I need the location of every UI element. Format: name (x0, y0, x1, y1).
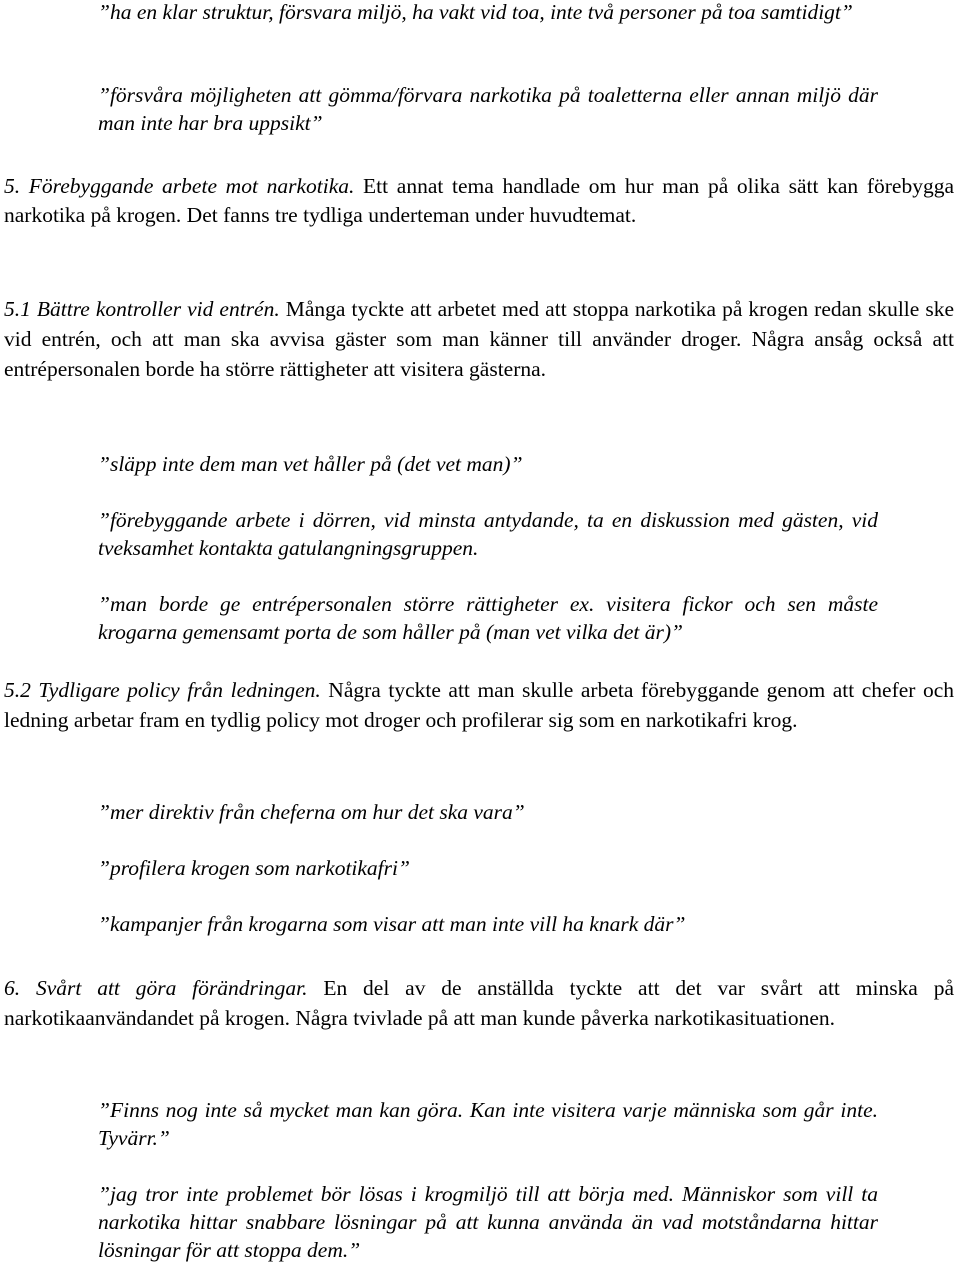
paragraph-section-6 (4, 973, 954, 1033)
quote: ”försvåra möjligheten att gömma/förvara narkotika på toaletterna eller annan miljö där man inte har bra uppsikt” (98, 83, 878, 135)
section-text: Ett annat tema handlade om hur man på olika sätt kan förebygga narkotika på krogen. Det fanns tre tydliga underteman under huvudtemat. (4, 174, 955, 227)
section-text: Många tyckte att arbetet med att stoppa narkotika på krogen redan skulle ske vid entrén, och att man ska avvisa gäster som man känner till använder droger. Några ansåg också att entrépersonalen borde ha större rättigheter att visitera gästerna. (4, 297, 955, 381)
section-heading: 5.2 Tydligare policy från ledningen. (4, 678, 321, 702)
paragraph-section-5 (4, 172, 954, 230)
quote: ”jag tror inte problemet bör lösas i krogmiljö till att börja med. Människor som vill ta narkotika hittar snabbare lösningar på att kunna använda än vad motståndarna hittar lösningar för att stoppa dem.” (98, 1182, 878, 1262)
quote: ”profilera krogen som narkotikafri” (98, 856, 410, 880)
section-heading: 5. Förebyggande arbete mot narkotika. (4, 174, 355, 198)
quote: ”man borde ge entrépersonalen större rättigheter ex. visitera fickor och sen måste krogarna gemensamt porta de som håller på (man vet vilka det är)” (98, 592, 878, 644)
quote: ”släpp inte dem man vet håller på (det vet man)” (98, 452, 523, 476)
paragraph-section-5-1 (4, 294, 954, 384)
paragraph-section-5-2 (4, 675, 954, 735)
section-text: Några tyckte att man skulle arbeta förebyggande genom att chefer och ledning arbetar fram en tydlig policy mot droger och profilerar sig som en narkotikafri krog. (4, 678, 955, 732)
section-text: En del av de anställda tyckte att det var svårt att minska på narkotikaanvändandet på krogen. Några tvivlade på att man kunde påverka narkotikasituationen. (4, 976, 954, 1030)
section-heading: 6. Svårt att göra förändringar. (4, 976, 308, 1000)
quote: ”Finns nog inte så mycket man kan göra. Kan inte visitera varje människa som går inte. Tyvärr.” (98, 1098, 878, 1150)
section-heading: 5.1 Bättre kontroller vid entrén. (4, 297, 280, 321)
quote: ”kampanjer från krogarna som visar att man inte vill ha knark där” (98, 912, 686, 936)
quote: ”mer direktiv från cheferna om hur det ska vara” (98, 800, 525, 824)
quote: ”förebyggande arbete i dörren, vid minsta antydande, ta en diskussion med gästen, vid tveksamhet kontakta gatulangningsgruppen. (98, 508, 878, 560)
quote: ”ha en klar struktur, försvara miljö, ha vakt vid toa, inte två personer på toa samtidigt” (98, 0, 853, 24)
